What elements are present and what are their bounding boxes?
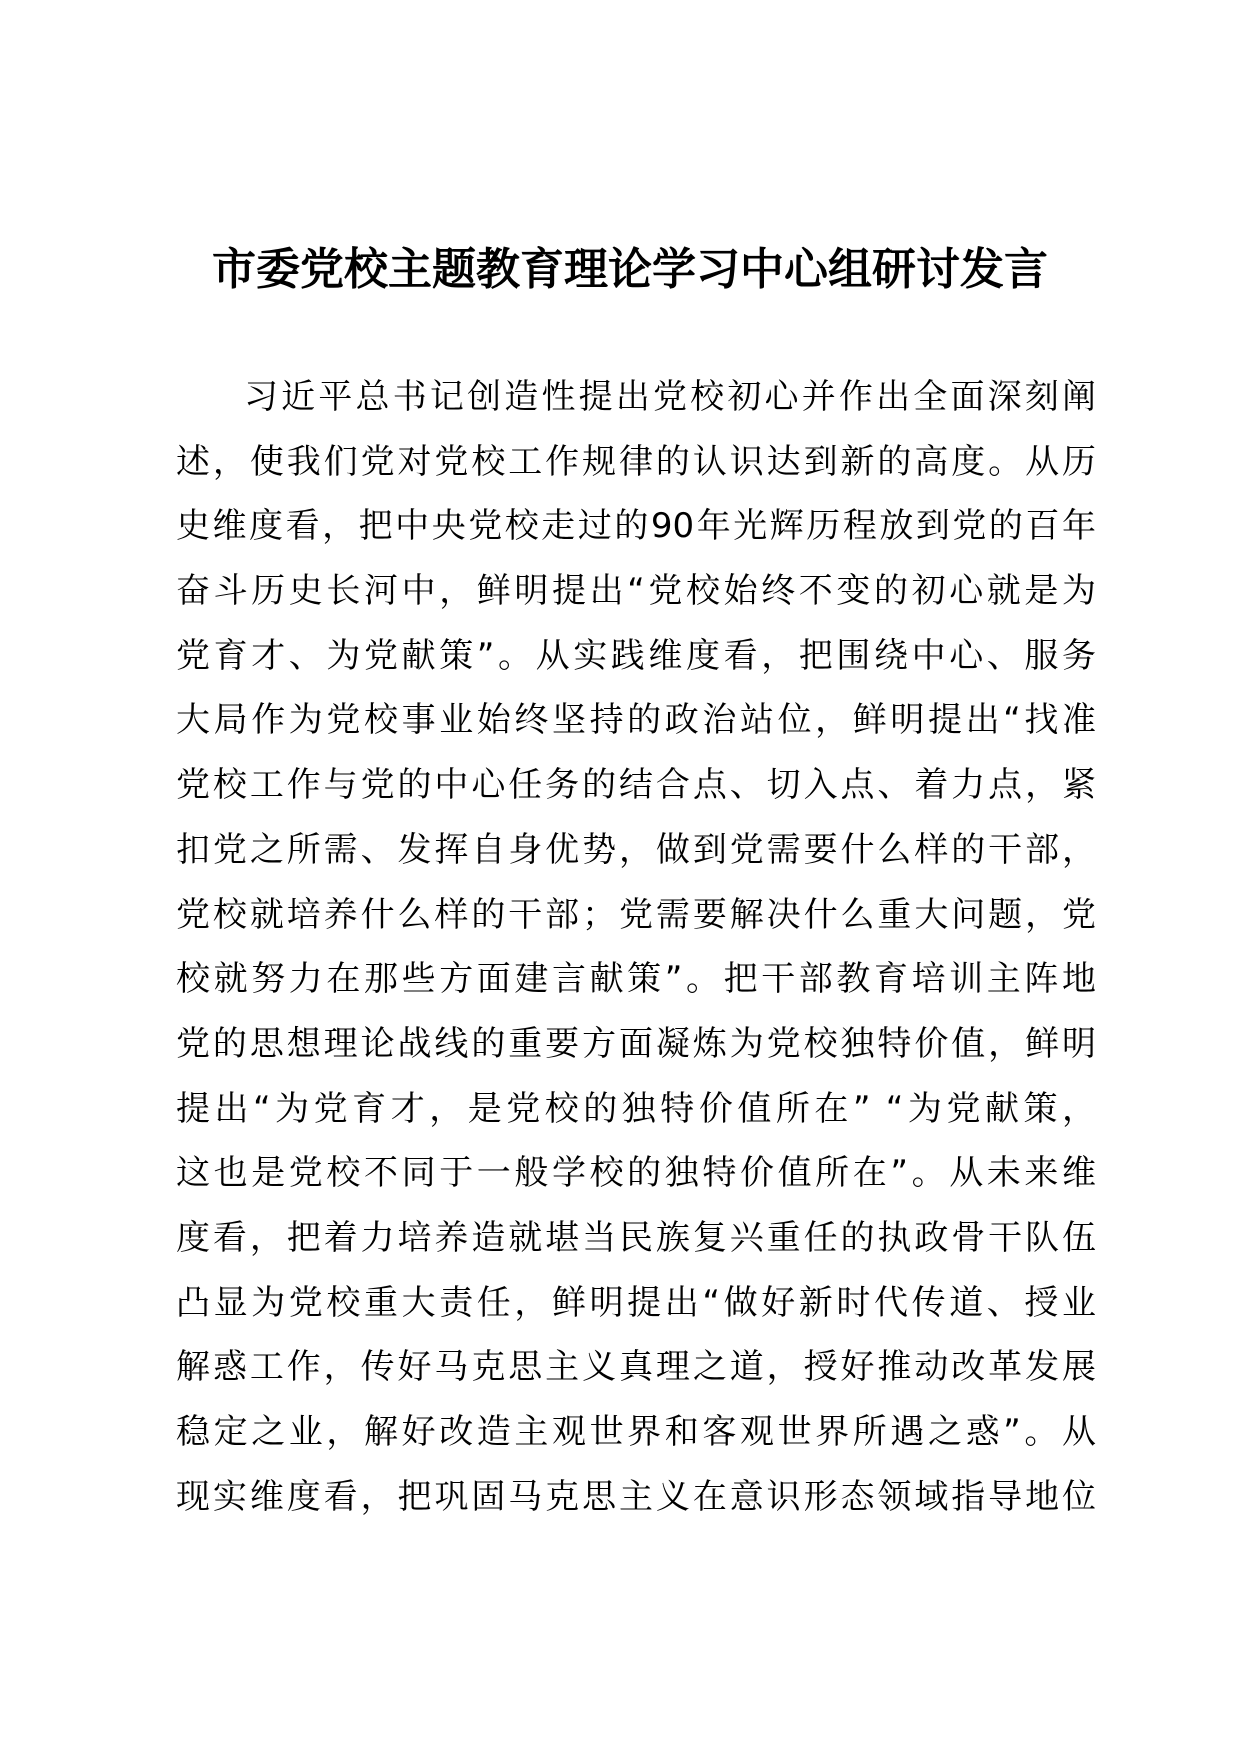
text-line: 凸显为党校重大责任，鲜明提出“做好新时代传道、授业	[176, 1282, 1096, 1323]
text-line: 稳定之业，解好改造主观世界和客观世界所遇之惑”。从	[176, 1412, 1096, 1452]
text-line: 提出“为党育才，是党校的独特价值所在” “为党献策，	[176, 1088, 1096, 1129]
body-paragraph	[176, 365, 1096, 1529]
text-line: 习近平总书记创造性提出党校初心并作出全面深刻阐	[244, 377, 1096, 417]
text-line: 扣党之所需、发挥自身优势，做到党需要什么样的干部，	[176, 829, 1096, 870]
text-line: 述，使我们党对党校工作规律的认识达到新的高度。从历	[176, 441, 1096, 482]
text-line: 党校就培养什么样的干部；党需要解决什么重大问题，党	[176, 894, 1096, 935]
text-line: 史维度看，把中央党校走过的90年光辉历程放到党的百年	[176, 506, 1096, 547]
text-line: 解惑工作，传好马克思主义真理之道，授好推动改革发展	[176, 1347, 1096, 1388]
text-line: 党校工作与党的中心任务的结合点、切入点、着力点，紧	[176, 765, 1096, 806]
text-line: 校就努力在那些方面建言献策”。把干部教育培训主阵地	[176, 959, 1096, 1000]
text-line: 度看，把着力培养造就堪当民族复兴重任的执政骨干队伍	[176, 1217, 1096, 1258]
text-line: 大局作为党校事业始终坚持的政治站位，鲜明提出“找准	[176, 700, 1096, 741]
text-line: 现实维度看，把巩固马克思主义在意识形态领域指导地位	[176, 1476, 1096, 1517]
text-line: 党育才、为党献策”。从实践维度看，把围绕中心、服务	[176, 635, 1096, 676]
text-line: 奋斗历史长河中，鲜明提出“党校始终不变的初心就是为	[176, 571, 1096, 612]
text-line: 党的思想理论战线的重要方面凝炼为党校独特价值，鲜明	[176, 1023, 1096, 1064]
document-title: 市委党校主题教育理论学习中心组研讨发言	[212, 244, 1048, 295]
text-line: 这也是党校不同于一般学校的独特价值所在”。从未来维	[176, 1153, 1096, 1194]
